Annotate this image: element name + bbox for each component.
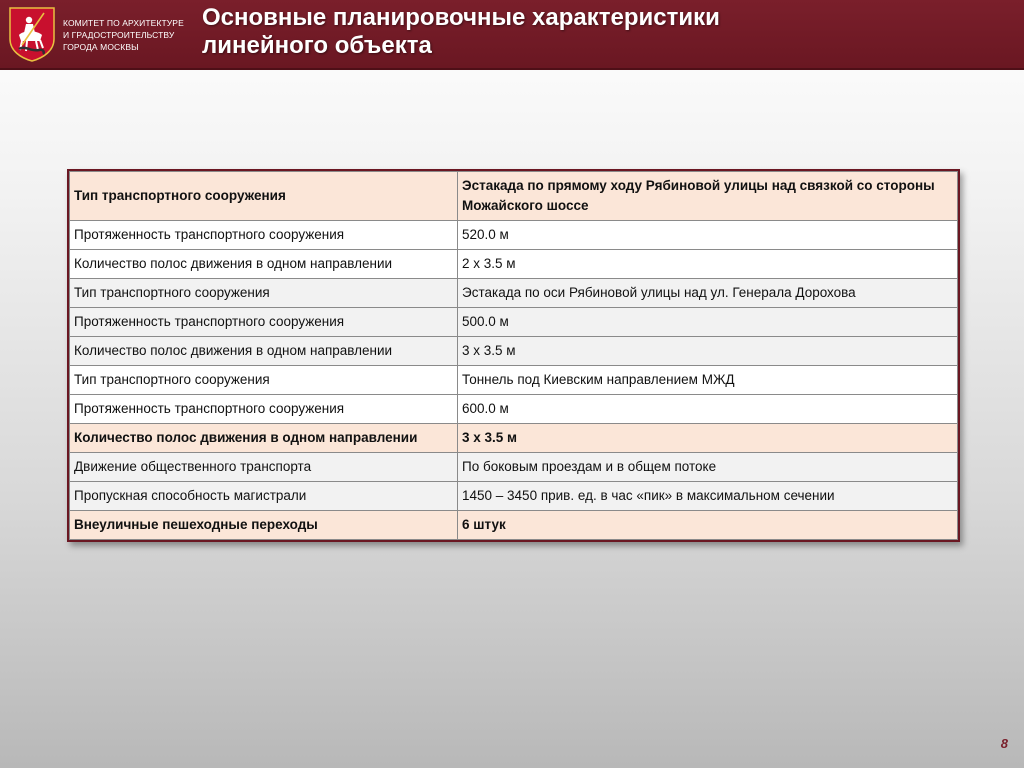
row-label: Количество полос движения в одном направлении <box>70 424 458 453</box>
row-value: Эстакада по оси Рябиновой улицы над ул. Генерала Дорохова <box>458 279 958 308</box>
table-row <box>70 172 958 221</box>
table-row <box>70 308 958 337</box>
row-label: Тип транспортного сооружения <box>70 172 458 221</box>
title-line-1: Основные планировочные характеристики <box>202 4 720 31</box>
row-label: Протяженность транспортного сооружения <box>70 221 458 250</box>
table-row <box>70 482 958 511</box>
page-title <box>202 4 1002 60</box>
row-label: Движение общественного транспорта <box>70 453 458 482</box>
moscow-coat-of-arms-icon <box>7 5 57 63</box>
header-bar <box>0 0 1024 70</box>
row-value: 3 х 3.5 м <box>458 337 958 366</box>
row-value: 3 х 3.5 м <box>458 424 958 453</box>
row-value: 520.0 м <box>458 221 958 250</box>
row-label: Протяженность транспортного сооружения <box>70 395 458 424</box>
row-value: Эстакада по прямому ходу Рябиновой улицы над связкой со стороны Можайского шоссе <box>458 172 958 221</box>
row-label: Внеуличные пешеходные переходы <box>70 511 458 540</box>
row-label: Тип транспортного сооружения <box>70 279 458 308</box>
row-value: По боковым проездам и в общем потоке <box>458 453 958 482</box>
row-value: 6 штук <box>458 511 958 540</box>
row-value: Тоннель под Киевским направлением МЖД <box>458 366 958 395</box>
row-label: Количество полос движения в одном направлении <box>70 337 458 366</box>
table-row <box>70 279 958 308</box>
table-row <box>70 221 958 250</box>
title-line-2: линейного объекта <box>202 32 432 59</box>
row-label: Тип транспортного сооружения <box>70 366 458 395</box>
row-value: 1450 – 3450 прив. ед. в час «пик» в максимальном сечении <box>458 482 958 511</box>
table-row <box>70 337 958 366</box>
table-row <box>70 366 958 395</box>
row-label: Пропускная способность магистрали <box>70 482 458 511</box>
row-value: 600.0 м <box>458 395 958 424</box>
row-label: Протяженность транспортного сооружения <box>70 308 458 337</box>
characteristics-table <box>67 169 960 542</box>
row-label: Количество полос движения в одном направлении <box>70 250 458 279</box>
table-row <box>70 511 958 540</box>
table-row <box>70 250 958 279</box>
org-line-1: КОМИТЕТ ПО АРХИТЕКТУРЕ <box>63 18 184 28</box>
row-value: 2 х 3.5 м <box>458 250 958 279</box>
organization-name <box>63 17 188 53</box>
org-line-2: И ГРАДОСТРОИТЕЛЬСТВУ <box>63 30 175 40</box>
table-row <box>70 424 958 453</box>
table-row <box>70 395 958 424</box>
row-value: 500.0 м <box>458 308 958 337</box>
org-line-3: ГОРОДА МОСКВЫ <box>63 42 139 52</box>
table-row <box>70 453 958 482</box>
page-number: 8 <box>1000 736 1008 751</box>
